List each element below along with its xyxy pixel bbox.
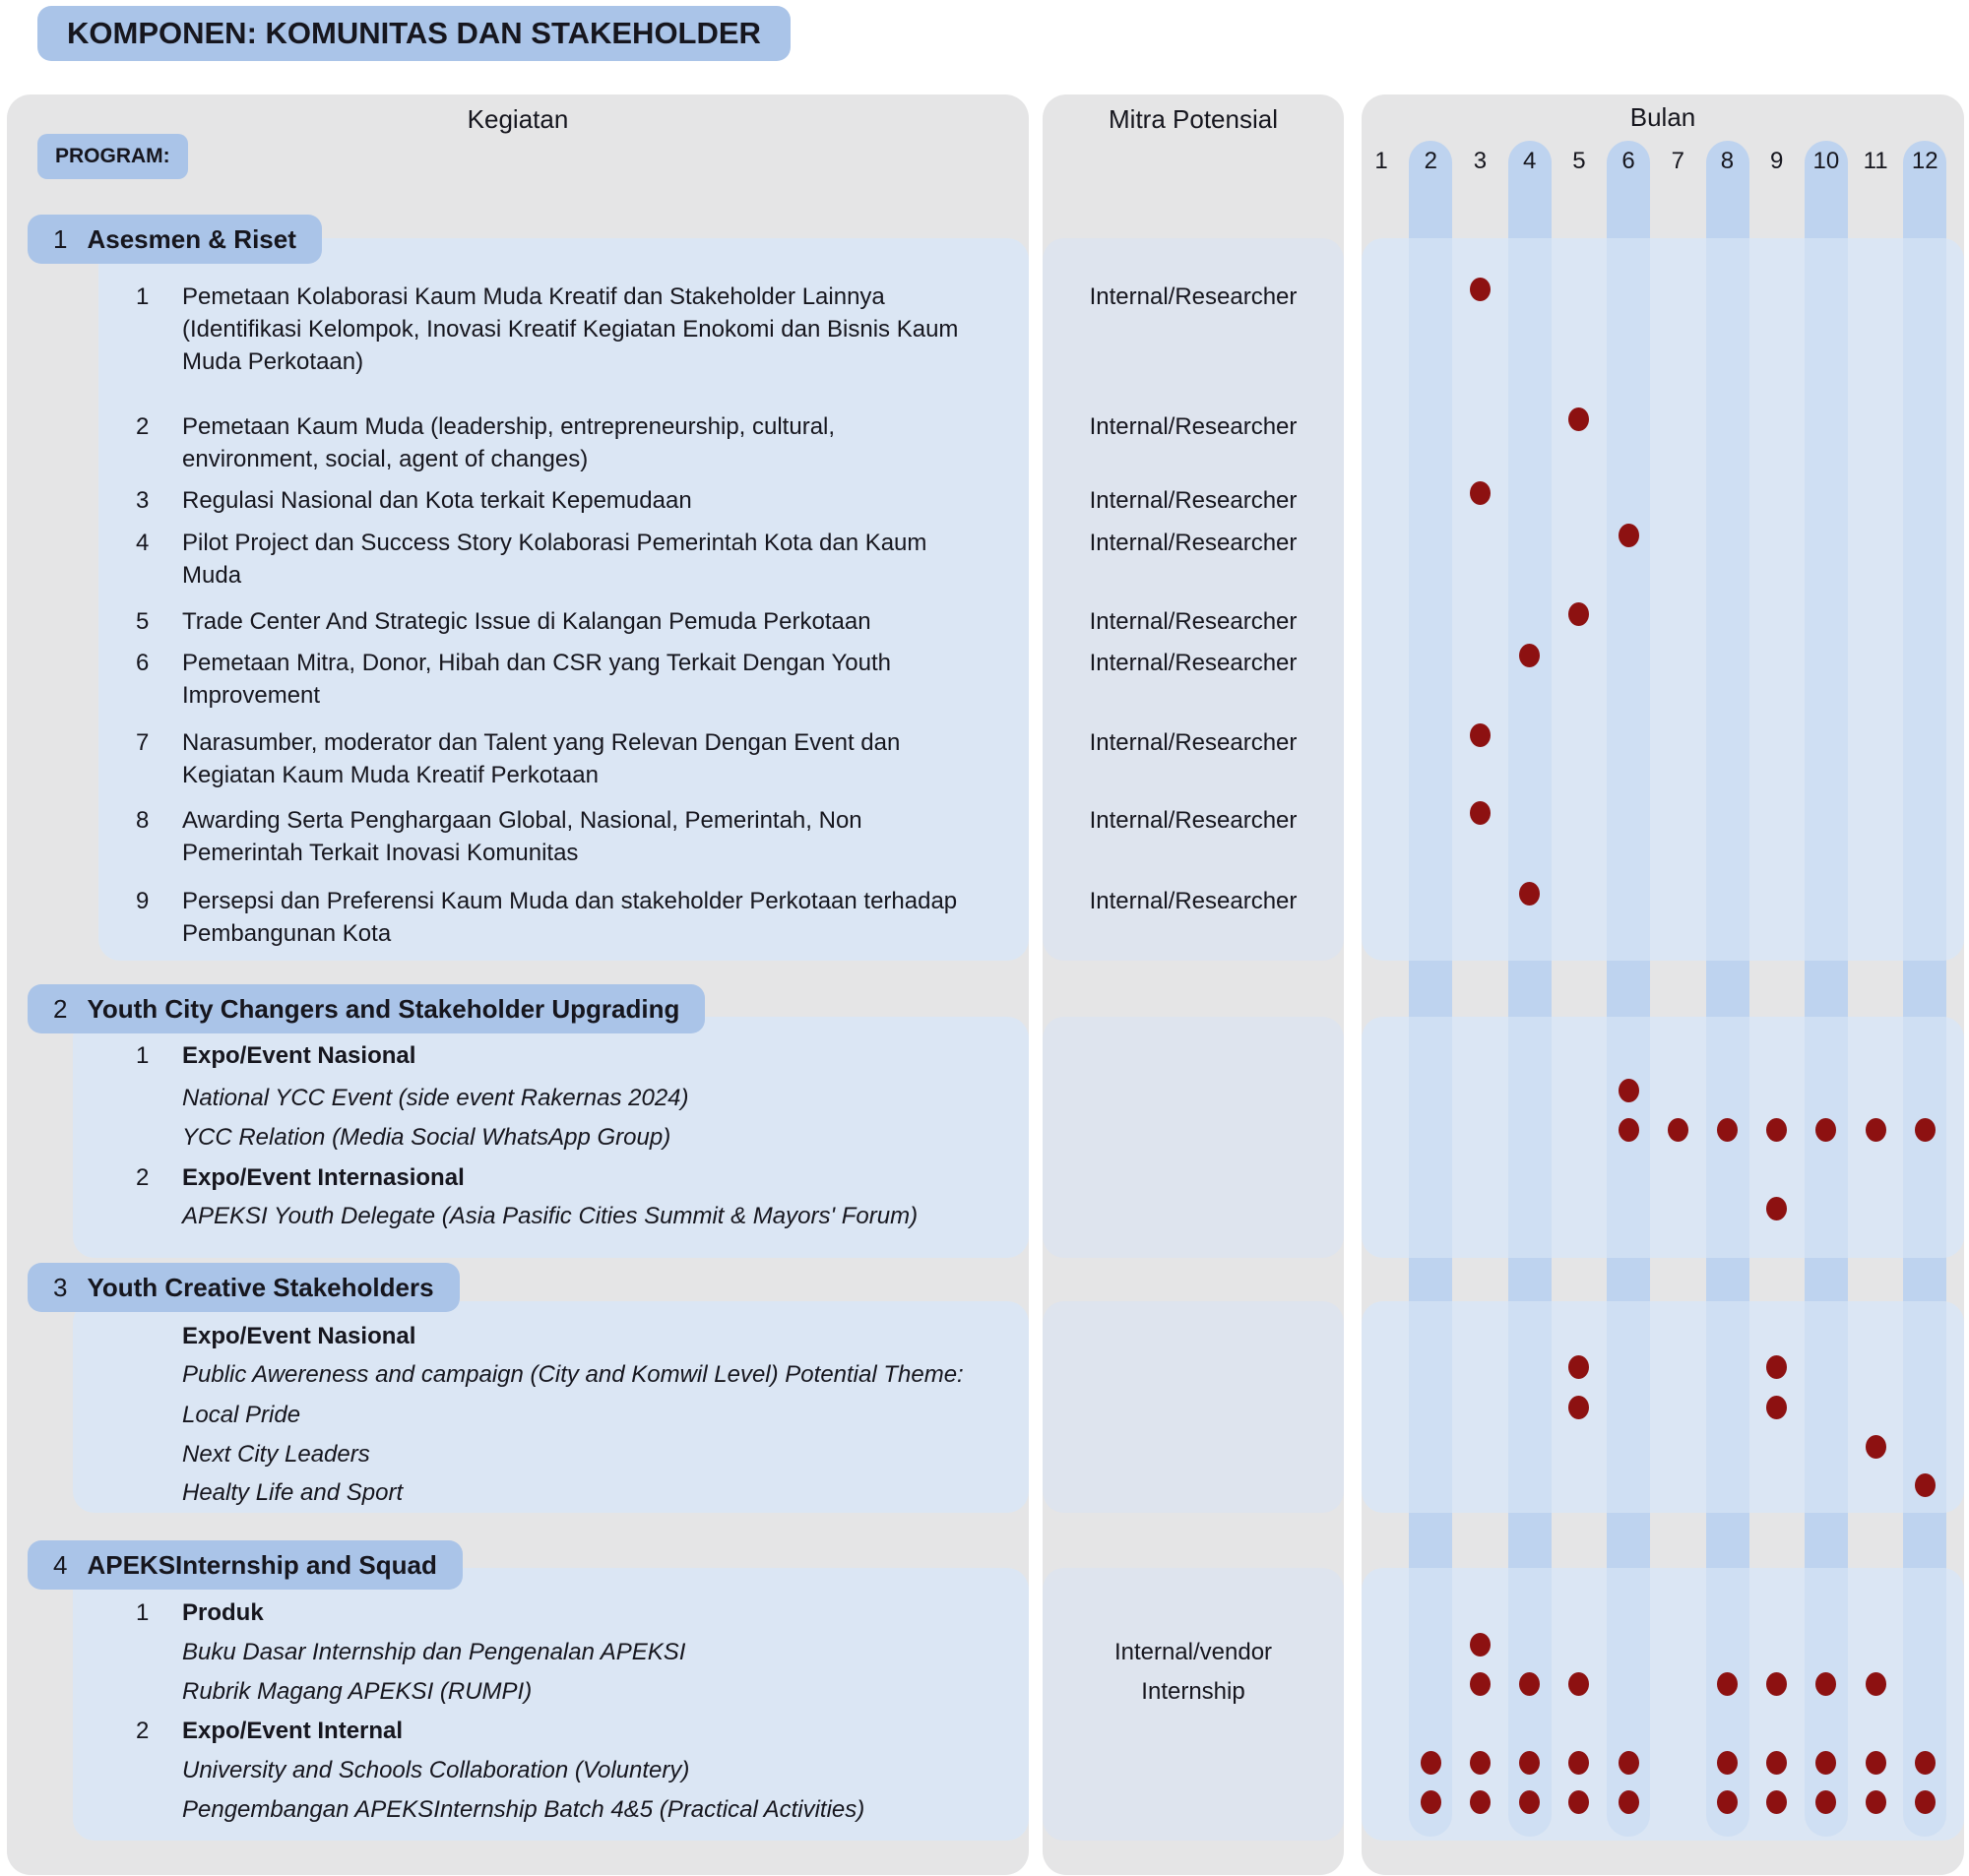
section-block-mitra [1043,238,1344,961]
activity-label [182,885,957,950]
month-stripe-overlay [1805,1301,1848,1513]
activity-line: Narasumber, moderator dan Talent yang Relevan Dengan Event dan [182,729,901,756]
activity-number: 4 [136,530,150,556]
month-label: 10 [1812,148,1840,174]
activity-number: 7 [136,729,150,756]
activity-line: Regulasi Nasional dan Kota terkait Kepemudaan [182,487,692,514]
activity-label [182,804,862,869]
month-label: 9 [1770,148,1784,174]
month-stripe-overlay [1409,1301,1452,1513]
schedule-dot-month-3 [1470,1751,1491,1775]
activity-label [182,484,692,517]
mitra-potensial-label: Internal/Researcher [1089,487,1298,514]
schedule-dot-month-12 [1915,1473,1936,1497]
section-block-bulan [1362,238,1964,961]
month-stripe-overlay [1607,238,1650,961]
schedule-dot-month-2 [1421,1751,1441,1775]
activity-number: 9 [136,888,150,914]
section-number: 3 [53,1272,68,1302]
schedule-dot-month-6 [1619,1118,1639,1142]
section-number: 4 [53,1549,68,1580]
activity-line: Kegiatan Kaum Muda Kreatif Perkotaan [182,762,599,788]
schedule-dot-month-3 [1470,801,1491,825]
activity-label [182,1358,964,1391]
section-title: Asesmen & Riset [87,223,296,254]
section-block-mitra [1043,1301,1344,1513]
section-number: 1 [53,223,68,254]
schedule-dot-month-6 [1619,1751,1639,1775]
activity-label [182,1675,532,1708]
activity-label [182,647,891,712]
section-header-badge [28,1540,463,1590]
schedule-dot-month-8 [1717,1751,1738,1775]
month-label: 4 [1523,148,1537,174]
activity-label [182,1161,465,1194]
activity-label [182,281,958,378]
activity-line: Buku Dasar Internship dan Pengenalan APEKSI [182,1639,686,1665]
mitra-potensial-label: Internal/Researcher [1089,807,1298,834]
activity-line: Improvement [182,682,321,709]
schedule-dot-month-8 [1717,1118,1738,1142]
month-label: 5 [1572,148,1586,174]
activity-line: Expo/Event Nasional [182,1042,416,1069]
mitra-potensial-label: Internal/Researcher [1089,650,1298,676]
page-title: KOMPONEN: KOMUNITAS DAN STAKEHOLDER [37,6,791,61]
activity-line: University and Schools Collaboration (Voluntery) [182,1757,690,1783]
program-label-badge: PROGRAM: [37,134,188,179]
activity-line: Next City Leaders [182,1441,370,1468]
kegiatan-column-header: Kegiatan [467,104,569,134]
schedule-dot-month-3 [1470,723,1491,747]
schedule-dot-month-6 [1619,524,1639,547]
mitra-potensial-label: Internal/Researcher [1089,608,1298,635]
activity-number: 1 [136,1599,150,1626]
schedule-dot-month-11 [1866,1790,1886,1814]
month-stripe-overlay [1706,1301,1749,1513]
schedule-dot-month-3 [1470,1633,1491,1657]
activity-line: YCC Relation (Media Social WhatsApp Group) [182,1124,671,1151]
schedule-dot-month-12 [1915,1118,1936,1142]
schedule-dot-month-12 [1915,1751,1936,1775]
activity-line: National YCC Event (side event Rakernas 2024) [182,1085,689,1111]
activity-line: Rubrik Magang APEKSI (RUMPI) [182,1678,533,1705]
activity-line: Pilot Project dan Success Story Kolaborasi Pemerintah Kota dan Kaum [182,530,927,556]
section-header-badge [28,1263,460,1312]
activity-line: Awarding Serta Penghargaan Global, Nasional, Pemerintah, Non [182,807,862,834]
section-title: Youth Creative Stakeholders [87,1272,434,1302]
month-stripe-overlay [1508,1017,1552,1258]
activity-label [182,1200,918,1232]
mitra-potensial-label: Internal/Researcher [1089,530,1298,556]
activity-label [182,1793,864,1826]
activity-line: environment, social, agent of changes) [182,446,589,472]
activity-number: 1 [136,1042,150,1069]
activity-number: 3 [136,487,150,514]
schedule-dot-month-7 [1668,1118,1688,1142]
activity-label [182,726,900,791]
month-label: 6 [1621,148,1635,174]
month-stripe-overlay [1706,238,1749,961]
activity-label [182,1320,415,1352]
month-stripe-overlay [1409,1017,1452,1258]
mitra-potensial-label: Internship [1141,1678,1245,1705]
activity-line: Pemetaan Kolaborasi Kaum Muda Kreatif dan Stakeholder Lainnya [182,283,885,310]
schedule-dot-month-6 [1619,1790,1639,1814]
mitra-potensial-label: Internal/vendor [1113,1639,1273,1665]
activity-label [182,1596,264,1629]
schedule-dot-month-2 [1421,1790,1441,1814]
activity-line: Healty Life and Sport [182,1479,404,1506]
activity-line: Trade Center And Strategic Issue di Kalangan Pemuda Perkotaan [182,608,871,635]
activity-label [182,410,835,475]
month-label: 3 [1473,148,1488,174]
mitra-potensial-label: Internal/Researcher [1089,888,1298,914]
activity-line: Pemetaan Kaum Muda (leadership, entrepreneurship, cultural, [182,413,836,440]
activity-line: Pengembangan APEKSInternship Batch 4&5 (Practical Activities) [182,1796,865,1823]
activity-number: 8 [136,807,150,834]
activity-line: Public Awereness and campaign (City and Komwil Level) Potential Theme: [182,1361,964,1388]
month-stripe-overlay [1903,238,1946,961]
activity-label [182,1399,300,1431]
schedule-dot-month-11 [1866,1672,1886,1696]
activity-line: Persepsi dan Preferensi Kaum Muda dan stakeholder Perkotaan terhadap [182,888,958,914]
bulan-column-header: Bulan [1629,102,1696,132]
mitra-potensial-label: Internal/Researcher [1089,729,1298,756]
activity-line: Pembangunan Kota [182,920,392,947]
activity-line: Muda [182,562,242,589]
schedule-dot-month-3 [1470,1790,1491,1814]
schedule-dot-month-8 [1717,1672,1738,1696]
activity-label [182,1121,670,1154]
month-label: 1 [1374,148,1388,174]
schedule-dot-month-3 [1470,278,1491,301]
activity-line: Produk [182,1599,264,1626]
mitra-column-header: Mitra Potensial [1109,104,1278,134]
activity-number: 2 [136,413,150,440]
activity-label [182,1082,689,1114]
month-label: 2 [1424,148,1437,174]
activity-line: Pemetaan Mitra, Donor, Hibah dan CSR yang Terkait Dengan Youth [182,650,891,676]
month-stripe-overlay [1607,1301,1650,1513]
activity-line: Pemerintah Terkait Inovasi Komunitas [182,840,579,866]
activity-label [182,1039,415,1072]
month-label: 8 [1720,148,1735,174]
mitra-potensial-label: Internal/Researcher [1089,283,1298,310]
section-title: APEKSInternship and Squad [87,1549,437,1580]
month-stripe-overlay [1409,238,1452,961]
month-label: 12 [1911,148,1938,174]
activity-label [182,1438,370,1470]
activity-line: Expo/Event Nasional [182,1323,416,1349]
schedule-dot-month-12 [1915,1790,1936,1814]
month-stripe-overlay [1508,1301,1552,1513]
mitra-potensial-label: Internal/Researcher [1089,413,1298,440]
activity-number: 5 [136,608,150,635]
activity-line: Expo/Event Internal [182,1718,404,1744]
activity-number: 1 [136,283,150,310]
month-label: 7 [1671,148,1684,174]
section-header-badge [28,984,705,1033]
activity-number: 2 [136,1164,150,1191]
activity-line: Muda Perkotaan) [182,348,364,375]
activity-line: Local Pride [182,1402,301,1428]
activity-line: (Identifikasi Kelompok, Inovasi Kreatif Kegiatan Enokomi dan Bisnis Kaum [182,316,959,343]
section-title: Youth City Changers and Stakeholder Upgrading [87,993,680,1024]
activity-label [182,1476,403,1509]
activity-number: 2 [136,1718,150,1744]
activity-number: 6 [136,650,150,676]
month-stripe-overlay [1508,238,1552,961]
schedule-dot-month-8 [1717,1790,1738,1814]
activity-line: Expo/Event Internasional [182,1164,465,1191]
month-label: 11 [1863,148,1888,174]
activity-label [182,1754,689,1786]
month-stripe-overlay [1805,238,1848,961]
activity-label [182,1715,403,1747]
schedule-dot-month-3 [1470,1672,1491,1696]
section-block-bulan [1362,1301,1964,1513]
section-header-badge [28,215,322,264]
activity-label [182,1636,685,1668]
schedule-dot-month-3 [1470,481,1491,505]
schedule-dot-month-11 [1866,1118,1886,1142]
schedule-dot-month-6 [1619,1079,1639,1102]
section-number: 2 [53,993,68,1024]
schedule-dot-month-11 [1866,1435,1886,1459]
section-block-mitra [1043,1017,1344,1258]
activity-label [182,527,926,592]
activity-line: APEKSI Youth Delegate (Asia Pasific Cities Summit & Mayors' Forum) [182,1203,919,1229]
activity-label [182,605,871,638]
schedule-dot-month-11 [1866,1751,1886,1775]
